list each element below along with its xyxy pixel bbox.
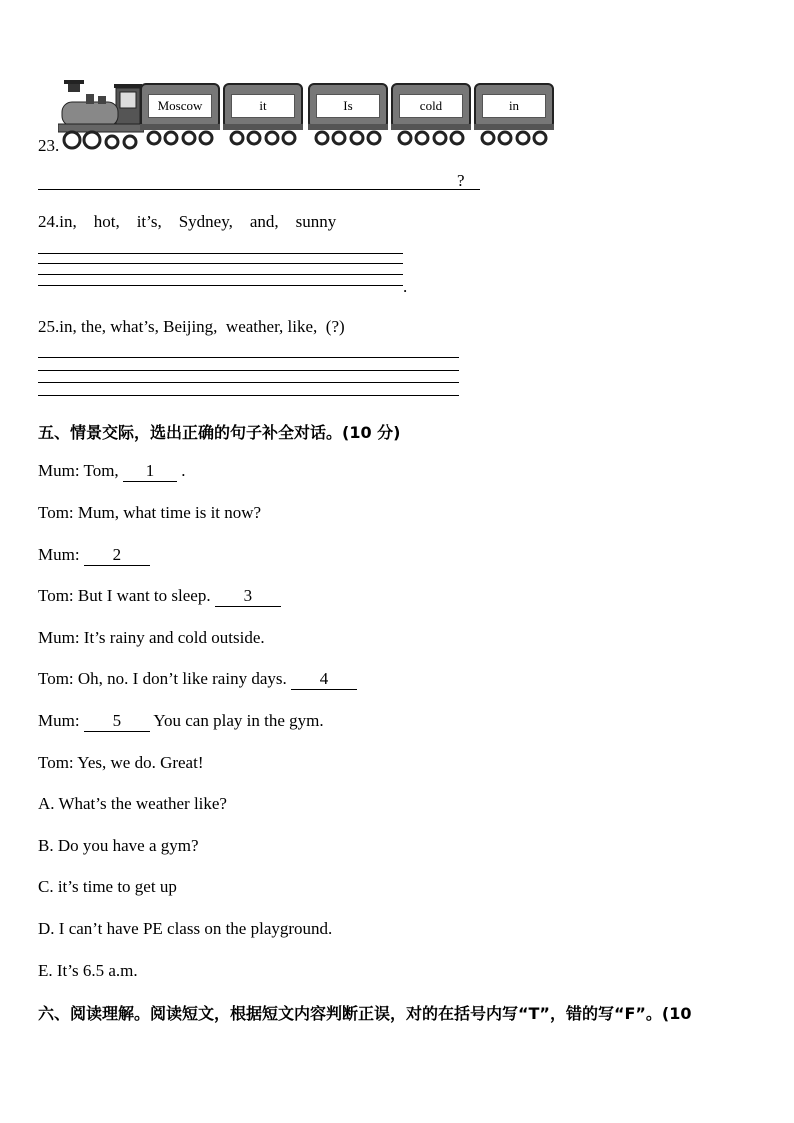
option-item: D. I can’t have PE class on the playground. [38,919,333,938]
answer-line[interactable] [38,263,403,264]
option-item: E. It’s 6.5 a.m. [38,961,138,980]
question-number: 23. [38,136,60,155]
answer-blank[interactable]: 3 [215,586,281,607]
train-car [391,82,471,130]
dialog-line [38,753,203,773]
train-car [308,82,388,130]
dialog-text: Mum: It’s rainy and cold outside. [38,628,265,647]
dialog-text: Tom: Yes, we do. Great! [38,753,204,772]
dialog-text: Mum: [38,711,84,730]
dialog-line [38,669,357,690]
answer-line[interactable] [38,382,459,383]
dialog-line [38,545,150,566]
section-heading: 五、情景交际，选出正确的句子补全对话。(10 分) [38,423,401,442]
train-car [474,82,554,130]
train-word: Moscow [148,94,212,118]
train-word: in [482,94,546,118]
end-mark: . [403,277,408,296]
answer-line[interactable] [38,189,480,190]
train-word: cold [399,94,463,118]
answer-blank[interactable]: 1 [123,461,177,482]
option-item: C. it’s time to get up [38,877,177,896]
dialog-line [38,711,324,732]
dialog-text: . [176,461,186,480]
answer-line[interactable] [38,285,403,286]
answer-line[interactable] [38,274,403,275]
dialog-text: Mum: Tom, [38,461,123,480]
dialog-text: You can play in the gym. [149,711,324,730]
dialog-text: Tom: Mum, what time is it now? [38,503,262,522]
train-car [223,82,303,130]
section-heading: 六、阅读理解。阅读短文，根据短文内容判断正误，对的在括号内写“T”，错的写“F”。(10 [38,1004,692,1023]
question-prompt: 25.in, the, what’s, Beijing, weather, like, (?) [38,317,345,336]
answer-line[interactable] [38,370,459,371]
answer-line[interactable] [38,395,459,396]
dialog-line [38,461,185,482]
answer-line[interactable] [38,357,459,358]
dialog-line [38,503,261,523]
train-word: Is [316,94,380,118]
answer-line[interactable] [38,253,403,254]
dialog-line [38,586,281,607]
dialog-text: Tom: Oh, no. I don’t like rainy days. [38,669,291,688]
option-item: A. What’s the weather like? [38,794,227,813]
dialog-line [38,628,265,648]
train-word: it [231,94,295,118]
question-prompt: 24.in, hot, it’s, Sydney, and, sunny [38,212,337,231]
end-mark: ? [457,171,465,190]
answer-blank[interactable]: 5 [84,711,150,732]
train-car [140,82,220,130]
answer-blank[interactable]: 4 [291,669,357,690]
answer-blank[interactable]: 2 [84,545,150,566]
locomotive-icon [58,80,144,152]
dialog-text: Tom: But I want to sleep. [38,586,215,605]
option-item: B. Do you have a gym? [38,836,199,855]
dialog-text: Mum: [38,545,84,564]
